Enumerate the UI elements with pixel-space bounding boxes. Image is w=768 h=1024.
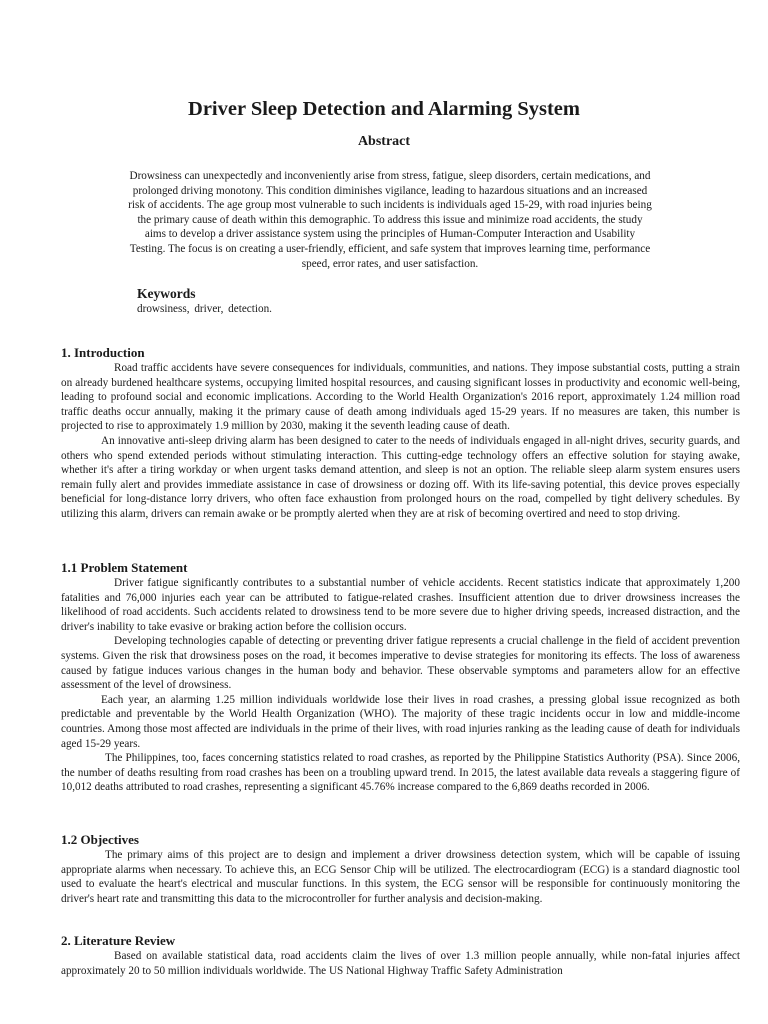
introduction-heading: 1. Introduction	[61, 345, 145, 360]
literature-review-section	[61, 932, 740, 978]
abstract-heading: Abstract	[357, 134, 411, 149]
objectives-paragraph-1: The primary aims of this project are to design and implement a driver drowsiness detection system, which will be capable of issuing appropriate alarms when necessary. To achieve this, an ECG Sensor Chip will be utilized. The electrocardiogram (ECG) is a standard diagnostic tool used to evaluate the heart's electrical and muscular functions. In this system, the ECG sensor will be responsible for continuously monitoring the driver's heart rate and transmitting this data to the microcontroller for further analysis and decision-making.	[61, 849, 740, 905]
problem-statement-section	[61, 559, 740, 795]
introduction-paragraph-2: An innovative anti-sleep driving alarm has been designed to cater to the needs of individuals engaged in all-night drives, security guards, and others who spend extended periods without stimulating interaction. This cutting-edge technology offers an effective solution for staying awake, whether it's after a tiring workday or when urgent tasks demand attention, and sleep is not an option. The reliable sleep alarm system ensures users remain fully alert and provides immediate assistance in case of drowsiness or dozing off. With its life-saving potential, this device proves especially beneficial for long-distance lorry drivers, who often face exhaustion from prolonged hours on the road, compelled by tight delivery schedules. By utilizing this alarm, drivers can remain awake or be promptly alerted when they are at risk of becoming overtired and need to stop driving.	[61, 434, 740, 520]
literature-paragraph-1: Based on available statistical data, road accidents claim the lives of over 1.3 million people annually, while non-fatal injuries affect approximately 20 to 50 million individuals worldwide. The US National Highway Traffic Safety Administration	[61, 950, 740, 977]
paper-title: Driver Sleep Detection and Alarming System	[188, 98, 580, 120]
problem-statement-heading: 1.1 Problem Statement	[61, 560, 188, 575]
introduction-section	[61, 344, 740, 522]
keywords-heading: Keywords	[137, 286, 196, 301]
objectives-section	[61, 831, 740, 906]
problem-paragraph-2: Developing technologies capable of detecting or preventing driver fatigue represents a crucial challenge in the field of accident prevention systems. Given the risk that drowsiness poses on the road, it becomes imperative to devise strategies for monitoring its effects. The loss of awareness caused by fatigue induces various changes in the human body and behavior. These observable symptoms and parameters allow for an effective assessment of the level of drowsiness.	[61, 635, 740, 692]
problem-paragraph-4: The Philippines, too, faces concerning statistics related to road crashes, as reported by the Philippine Statistics Authority (PSA). Since 2006, the number of deaths resulting from road crashes has been on a troubling upward trend. In 2015, the latest available data reveals a staggering figure of 10,012 deaths attributed to road crashes, representing a significant 45.76% increase compared to the 6,869 deaths recorded in 2006.	[61, 752, 740, 794]
keywords-text: drowsiness, driver, detection.	[137, 303, 272, 315]
introduction-paragraph-1: Road traffic accidents have severe consequences for individuals, communities, and nations. They impose substantial costs, putting a strain on already burdened healthcare systems, occupying limited hospital resources, and causing significant losses in productivity and economic well-being, leading to profound social and economic implications. According to the World Health Organization's 2016 report, approximately 1.24 million road traffic deaths occur annually, making it the primary cause of death among individuals aged 15-29 years. If no measures are taken, this number is projected to rise to approximately 1.9 million by 2030, making it the seventh leading cause of death.	[61, 362, 740, 433]
abstract-text: Drowsiness can unexpectedly and inconveniently arise from stress, fatigue, sleep disorders, certain medications, and prolonged driving monotony. This condition diminishes vigilance, leading to hazardous situations and an increased risk of accidents. The age group most vulnerable to such incidents is individuals aged 15-29, with road injuries being the primary cause of death within this demographic. To address this issue and minimize road accidents, the study aims to develop a driver assistance system using the principles of Human-Computer Interaction and Usability Testing. The focus is on creating a user-friendly, efficient, and safe system that improves learning time, performance speed, error rates, and user satisfaction.	[128, 170, 652, 270]
problem-paragraph-3: Each year, an alarming 1.25 million individuals worldwide lose their lives in road crashes, a pressing global issue recognized as both predictable and preventable by the World Health Organization (WHO). The majority of these tragic incidents occur in low and middle-income countries. Among those most affected are individuals in the prime of their lives, with road injuries ranking as the leading cause of death for individuals aged 15-29 years.	[61, 693, 740, 750]
objectives-heading: 1.2 Objectives	[61, 832, 139, 847]
literature-review-heading: 2. Literature Review	[61, 933, 176, 948]
problem-paragraph-1: Driver fatigue significantly contributes to a substantial number of vehicle accidents. Recent statistics indicate that approximately 1,200 fatalities and 76,000 injuries each year can be attributed to fatigue-related crashes. Insufficient attention due to driver drowsiness increases the likelihood of road accidents. Such accidents related to drowsiness tend to be more severe due to higher driving speeds, increased distraction, and the driver's inability to take evasive or braking action before the collision occurs.	[61, 577, 740, 633]
